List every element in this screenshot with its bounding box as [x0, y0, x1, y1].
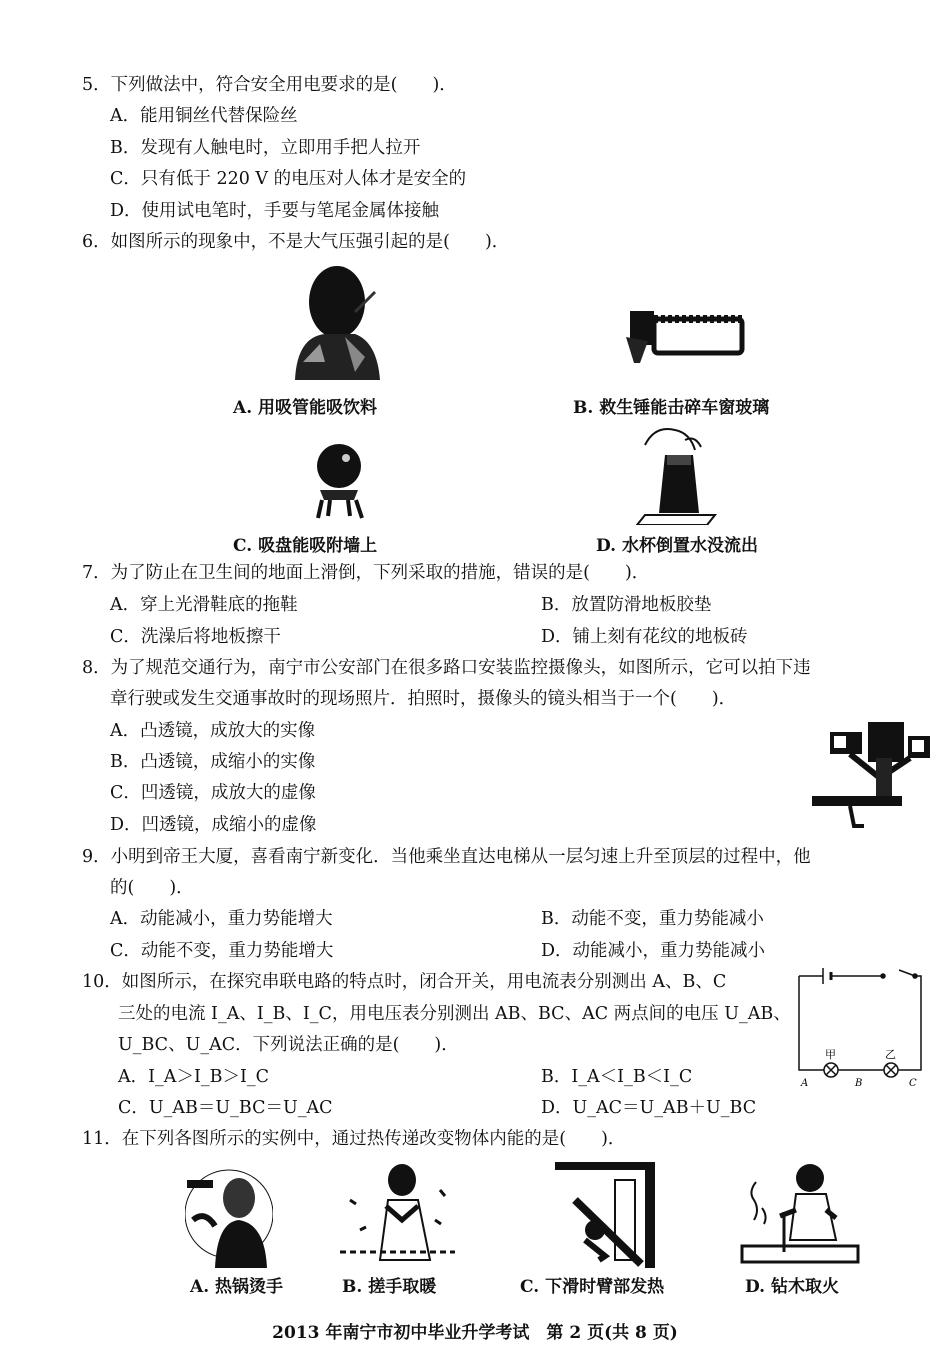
q5-option-c: C．只有低于 220 V 的电压对人体才是安全的 [110, 169, 467, 189]
lamp-yi-label: 乙 [885, 1048, 896, 1061]
inverted-cup-figure [635, 425, 720, 525]
q8-stem-line2: 章行驶或发生交通事故时的现场照片．拍照时，摄像头的镜头相当于一个( )． [110, 689, 737, 709]
q7-stem: 7．为了防止在卫生间的地面上滑倒，下列采取的措施，错误的是( )． [82, 563, 650, 583]
q7-option-a: A．穿上光滑鞋底的拖鞋 [110, 595, 298, 615]
rescue-hammer-figure [622, 307, 747, 369]
slide-figure [555, 1160, 665, 1268]
suction-cup-figure [310, 440, 368, 520]
q5-stem: 5．下列做法中，符合安全用电要求的是( )． [82, 75, 457, 95]
q7-option-d: D．铺上刻有花纹的地板砖 [541, 627, 748, 647]
q8-option-c: C．凹透镜，成放大的虚像 [110, 783, 316, 803]
q11-caption-b: B. 搓手取暖 [342, 1277, 437, 1297]
surveillance-camera-figure [810, 718, 935, 830]
q6-caption-a: A. 用吸管能吸饮料 [233, 398, 378, 418]
node-c-label: C [909, 1078, 917, 1089]
q10-stem-line1: 10．如图所示，在探究串联电路的特点时，闭合开关，用电流表分别测出 A、B、C [82, 972, 727, 992]
node-b-label: B [855, 1078, 863, 1089]
q10-stem-line3: U_BC、U_AC．下列说法正确的是( )． [118, 1035, 459, 1055]
q9-option-a: A．动能减小，重力势能增大 [110, 909, 333, 929]
q6-caption-b: B. 救生锤能击碎车窗玻璃 [573, 398, 770, 418]
lamp-jia [824, 1063, 838, 1077]
q11-caption-a: A. 热锅烫手 [190, 1277, 284, 1297]
q5-option-d: D．使用试电笔时，手要与笔尾金属体接触 [110, 201, 440, 221]
q9-option-d: D．动能减小，重力势能减小 [541, 941, 766, 961]
q8-stem-line1: 8．为了规范交通行为，南宁市公安部门在很多路口安装监控摄像头，如图所示，它可以拍下违 [82, 658, 811, 678]
rubbing-hands-figure [340, 1160, 455, 1265]
q10-option-c: C．U_AB＝U_BC＝U_AC [118, 1098, 333, 1118]
node-a-label: A [801, 1078, 809, 1089]
q6-caption-d: D. 水杯倒置水没流出 [596, 536, 758, 556]
q9-option-c: C．动能不变，重力势能增大 [110, 941, 334, 961]
drill-wood-fire-figure [740, 1160, 860, 1265]
q8-option-b: B．凸透镜，成缩小的实像 [110, 752, 316, 772]
hot-pot-figure [185, 1160, 273, 1268]
q8-option-d: D．凹透镜，成缩小的虚像 [110, 815, 317, 835]
q9-option-b: B．动能不变，重力势能减小 [541, 909, 764, 929]
q8-option-a: A．凸透镜，成放大的实像 [110, 721, 316, 741]
q5-option-a: A．能用铜丝代替保险丝 [110, 106, 298, 126]
q11-stem: 11．在下列各图所示的实例中，通过热传递改变物体内能的是( )． [82, 1129, 626, 1149]
lamp-yi [884, 1063, 898, 1077]
q5-option-b: B．发现有人触电时，立即用手把人拉开 [110, 138, 421, 158]
q9-stem-line1: 9．小明到帝王大厦，喜看南宁新变化．当他乘坐直达电梯从一层匀速上升至顶层的过程中，他 [82, 847, 811, 867]
q10-option-b: B．I_A＜I_B＜I_C [541, 1067, 693, 1087]
q6-stem: 6．如图所示的现象中，不是大气压强引起的是( )． [82, 232, 510, 252]
series-circuit-diagram [795, 966, 925, 1092]
drinking-straw-figure [285, 262, 380, 380]
q10-option-a: A．I_A＞I_B＞I_C [118, 1067, 270, 1087]
lamp-jia-label: 甲 [825, 1048, 836, 1061]
q7-option-c: C．洗澡后将地板擦干 [110, 627, 281, 647]
q6-caption-c: C. 吸盘能吸附墙上 [233, 536, 378, 556]
q7-option-b: B．放置防滑地板胶垫 [541, 595, 712, 615]
q11-caption-d: D. 钻木取火 [745, 1277, 839, 1297]
q11-caption-c: C. 下滑时臂部发热 [520, 1277, 665, 1297]
q10-option-d: D．U_AC＝U_AB＋U_BC [541, 1098, 757, 1118]
page-footer: 2013 年南宁市初中毕业升学考试 第 2 页(共 8 页) [272, 1323, 678, 1343]
q9-stem-line2: 的( )． [110, 878, 194, 898]
q10-stem-line2: 三处的电流 I_A、I_B、I_C，用电压表分别测出 AB、BC、AC 两点间的电压 U_AB、 [118, 1004, 791, 1024]
